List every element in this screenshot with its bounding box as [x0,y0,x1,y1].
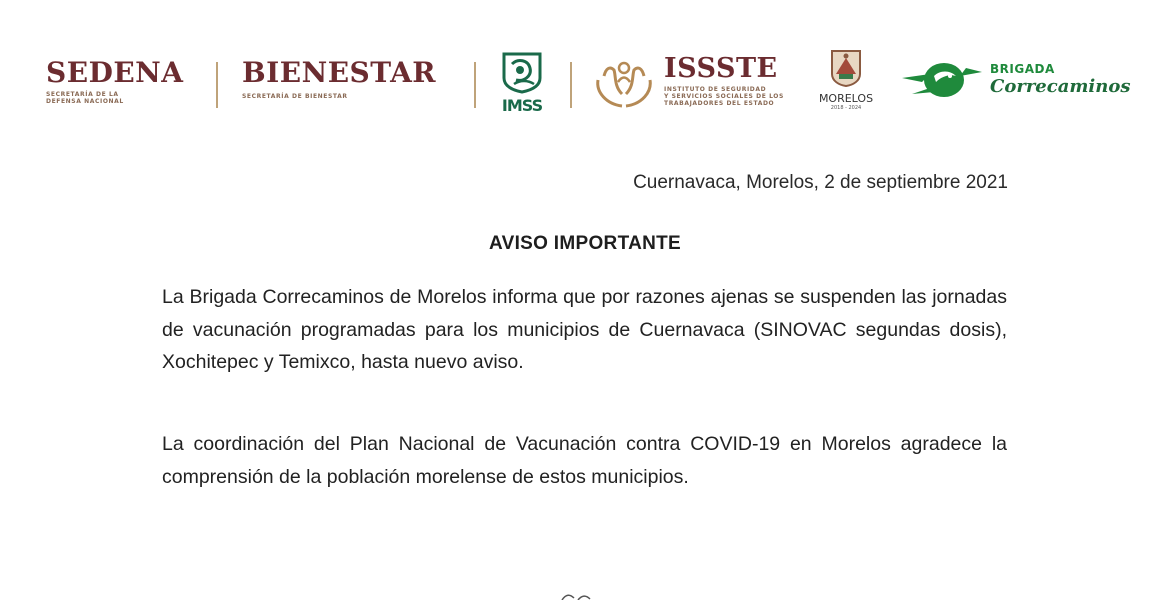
separator [216,62,218,108]
issste-hands-icon [592,54,656,110]
sedena-subtitle-1: SECRETARÍA DE LA [46,91,119,98]
issste-subtitle-2: Y SERVICIOS SOCIALES DE LOS [664,93,784,100]
bienestar-logo [242,58,436,100]
imss-emblem-icon [496,50,548,94]
issste-title: ISSSTE [664,53,778,84]
morelos-label: MORELOS [818,92,874,105]
issste-subtitle-3: TRABAJADORES DEL ESTADO [664,100,775,107]
letter-date: Cuernavaca, Morelos, 2 de septiembre 2021 [633,172,1008,193]
letter-heading: AVISO IMPORTANTE [489,233,681,254]
sedena-subtitle-2: DEFENSA NACIONAL [46,98,124,105]
brigada-line1: BRIGADA [990,62,1055,76]
separator [570,62,572,108]
letter-paragraph-1: La Brigada Correcaminos de Morelos informa que por razones ajenas se suspenden las jornadas de vacunación programadas para los municipios de Cuernavaca (SINOVAC segundas dosis), Xochitepec y Temixco, hasta nuevo aviso. [162,286,1007,373]
issste-subtitle-1: INSTITUTO DE SEGURIDAD [664,86,767,93]
bienestar-title: BIENESTAR [242,56,437,89]
brigada-line2: Correcaminos [990,76,1131,97]
letter-paragraph-2: La coordinación del Plan Nacional de Vacunación contra COVID-19 en Morelos agradece la comprensión de la población morelense de estos municipios. [162,433,1007,488]
correcaminos-bird-icon [900,56,984,102]
logo-header [0,0,1170,130]
morelos-logo [812,48,880,116]
imss-label: IMSS [501,96,543,115]
signature-fragment [560,592,600,600]
separator [474,62,476,108]
bienestar-subtitle: SECRETARÍA DE BIENESTAR [242,93,348,100]
brigada-correcaminos-logo [900,56,1130,106]
imss-logo [496,50,548,115]
sedena-title: SEDENA [46,56,184,89]
issste-logo [592,54,802,114]
morelos-years: 2018 - 2024 [830,105,862,111]
sedena-logo [46,58,184,105]
morelos-shield-icon [829,48,863,88]
